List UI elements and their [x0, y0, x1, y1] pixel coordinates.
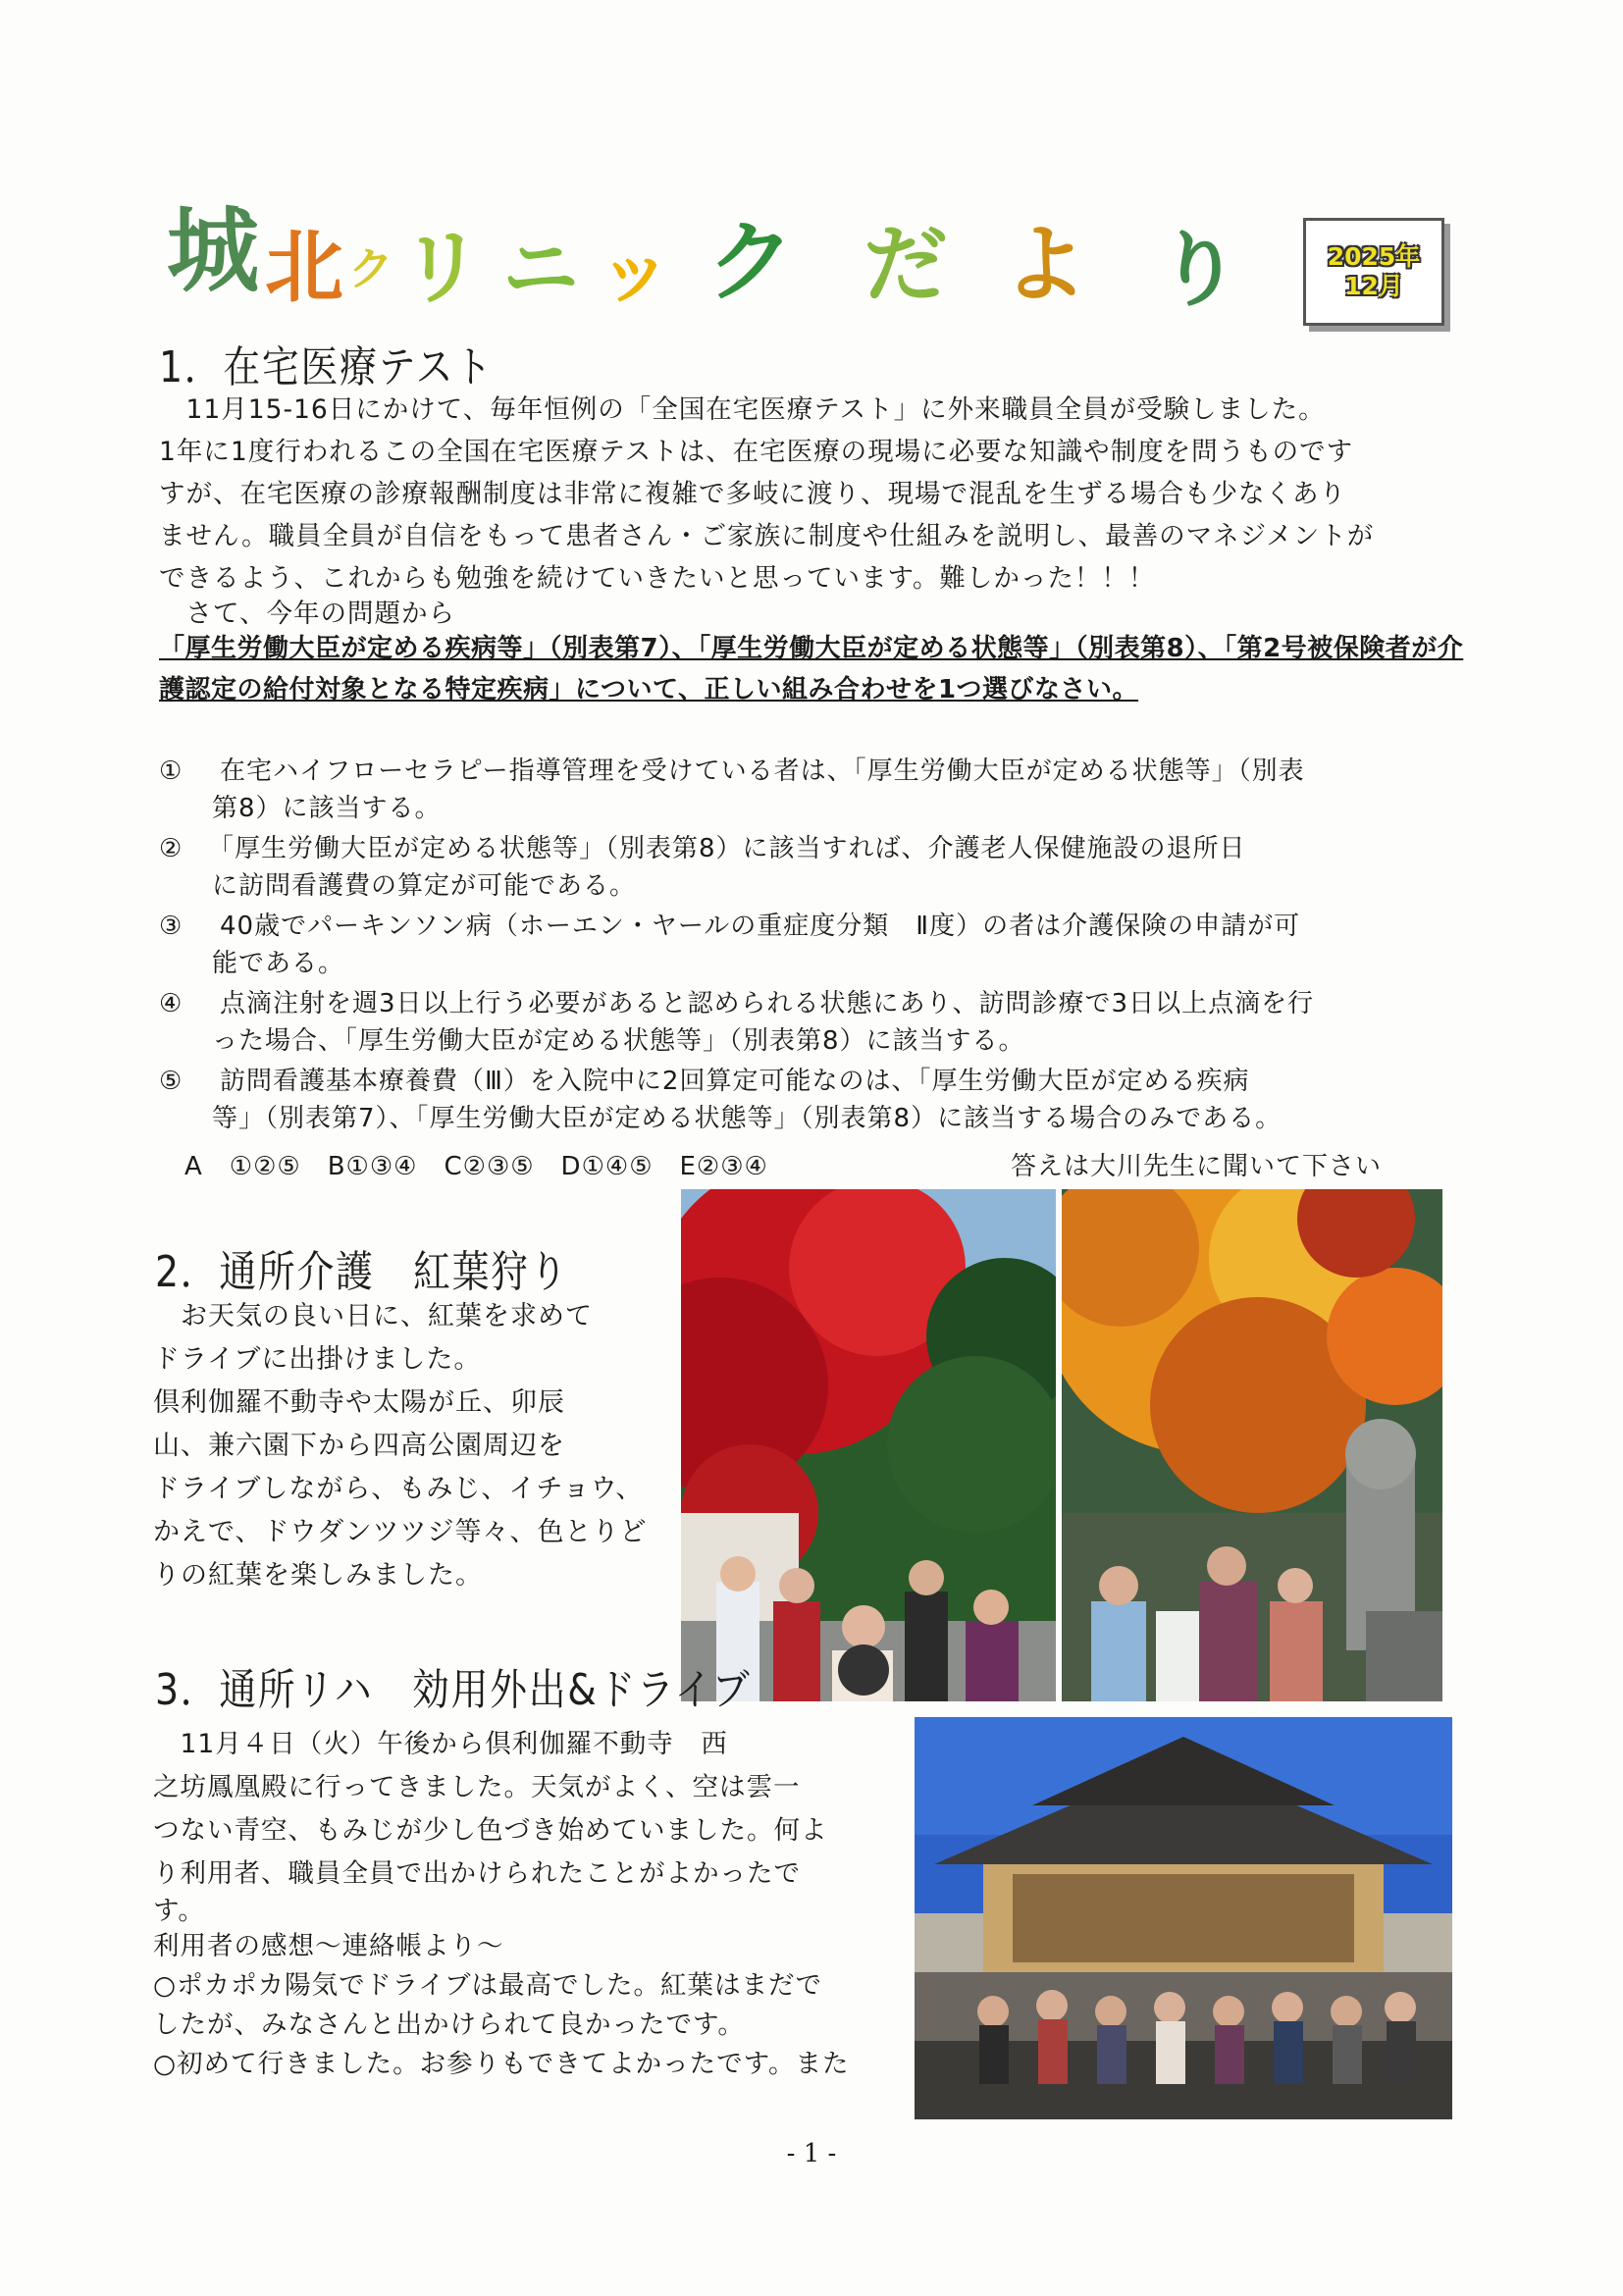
- quiz-question: 「厚生労働大臣が定める疾病等」（別表第7）、「厚生労働大臣が定める状態等」（別表第8）、「第2号被保険者が介護認定の給付対象となる特定疾病」について、正しい組み合わせを1つ選びなさい。: [159, 634, 1464, 704]
- option-number: ③: [159, 912, 183, 941]
- option-number: ④: [159, 989, 183, 1018]
- section-heading-2: 2．通所介護 紅葉狩り: [155, 1247, 569, 1297]
- quiz-option: [159, 830, 1474, 909]
- section2-line: りの紅葉を楽しみました。: [153, 1560, 483, 1591]
- section2-line: ドライブに出掛けました。: [153, 1344, 482, 1375]
- section3-line: つない青空、もみじが少し色づき始めていました。何よ: [153, 1815, 828, 1846]
- section2-line: 山、兼六園下から四高公園周辺を: [153, 1431, 565, 1461]
- section2-line: 倶利伽羅不動寺や太陽が丘、卯辰: [153, 1387, 565, 1418]
- section2-line: かえで、ドウダンツツジ等々、色とりど: [153, 1517, 648, 1547]
- section3-line: す。: [153, 1896, 205, 1926]
- masthead-char: ニ: [502, 225, 580, 314]
- paragraph-line: 1年に1度行われるこの全国在宅医療テストは、在宅医療の現場に必要な知識や制度を問うものです: [159, 437, 1354, 467]
- answer-note: 答えは大川先生に聞いて下さい: [1011, 1152, 1383, 1181]
- quiz-option: [159, 985, 1474, 1064]
- option-line: った場合、「厚生労働大臣が定める状態等」（別表第8）に該当する。: [212, 1026, 1025, 1056]
- section3-line: したが、みなさんと出かけられて良かったです。: [153, 2009, 745, 2040]
- masthead-char: り: [1158, 221, 1241, 318]
- section-heading-1: 1．在宅医療テスト: [159, 342, 494, 392]
- option-number: ⑤: [159, 1067, 183, 1096]
- masthead-char: 城: [167, 197, 260, 305]
- page-number: - 1 -: [786, 2139, 837, 2168]
- option-line: 等」（別表第7）、「厚生労働大臣が定める状態等」（別表第8）に該当する場合のみである。: [212, 1104, 1283, 1133]
- section3-line: 11月４日（火）午後から倶利伽羅不動寺 西: [153, 1729, 728, 1759]
- masthead-char: ク: [348, 242, 393, 295]
- option-line: 「厚生労働大臣が定める状態等」（別表第8）に該当すれば、介護老人保健施設の退所日: [208, 834, 1246, 863]
- quiz-option: [159, 753, 1474, 831]
- option-line: 点滴注射を週3日以上行う必要があると認められる状態にあり、訪問診療で3日以上点滴を行: [220, 989, 1315, 1018]
- option-line: 40歳でパーキンソン病（ホーエン・ヤールの重症度分類 Ⅱ度）の者は介護保険の申請が可: [220, 912, 1301, 941]
- paragraph-line: 11月15-16日にかけて、毎年恒例の「全国在宅医療テスト」に外来職員全員が受験しました。: [159, 394, 1326, 425]
- option-line: 第8）に該当する。: [212, 794, 442, 823]
- masthead-char: リ: [400, 219, 484, 316]
- option-number: ②: [159, 834, 183, 863]
- option-line: に訪問看護費の算定が可能である。: [212, 871, 637, 901]
- section2-line: ドライブしながら、もみじ、イチョウ、: [153, 1474, 644, 1504]
- paragraph-line: さて、今年の問題から: [159, 599, 455, 629]
- paragraph-line: すが、在宅医療の診療報酬制度は非常に複雑で多岐に渡り、現場で混乱を生ずる場合も少なくあり: [159, 479, 1346, 509]
- option-line: 能である。: [212, 949, 345, 978]
- date-badge: [1303, 218, 1444, 326]
- masthead-char: ッ: [599, 230, 671, 314]
- masthead-char: ク: [707, 210, 795, 314]
- photo-temple-group: [915, 1717, 1452, 2119]
- masthead-char: よ: [1003, 215, 1087, 314]
- masthead-char: だ: [864, 215, 948, 314]
- section-heading-3: 3．通所リハ 効用外出&ドライブ: [155, 1665, 752, 1715]
- paragraph-line: できるよう、これからも勉強を続けていきたいと思っています。難しかった！！！: [159, 563, 1156, 594]
- section3-line: り利用者、職員全員で出かけられたことがよかったで: [153, 1858, 801, 1889]
- paragraph-line: ません。職員全員が自信をもって患者さん・ご家族に制度や仕組みを説明し、最善のマネジメントが: [159, 521, 1375, 551]
- section3-line: 利用者の感想～連絡帳より～: [153, 1931, 504, 1961]
- option-line: 訪問看護基本療養費（Ⅲ）を入院中に2回算定可能なのは、「厚生労働大臣が定める疾病: [220, 1067, 1250, 1096]
- photo-yellow-maple-group: [1062, 1189, 1442, 1701]
- masthead-char: 北: [265, 221, 343, 313]
- option-number: ①: [159, 757, 183, 786]
- badge-month: 12月: [1344, 272, 1403, 300]
- section3-line: 之坊鳳凰殿に行ってきました。天気がよく、空は雲一: [153, 1772, 801, 1802]
- section3-line: ○ポカポカ陽気でドライブは最高でした。紅葉はまだで: [153, 1970, 823, 2001]
- section2-line: お天気の良い日に、紅葉を求めて: [153, 1301, 593, 1331]
- photo-red-maple-group: [681, 1189, 1056, 1701]
- answer-choices: A ①②⑤ B①③④ C②③⑤ D①④⑤ E②③④: [184, 1152, 768, 1181]
- quiz-option: [159, 908, 1474, 986]
- section3-line: ○初めて行きました。お参りもできてよかったです。また: [153, 2049, 850, 2079]
- option-line: 在宅ハイフローセラピー指導管理を受けている者は、「厚生労働大臣が定める状態等」（別表: [220, 757, 1305, 786]
- quiz-option: [159, 1063, 1474, 1141]
- badge-year: 2025年: [1327, 242, 1421, 271]
